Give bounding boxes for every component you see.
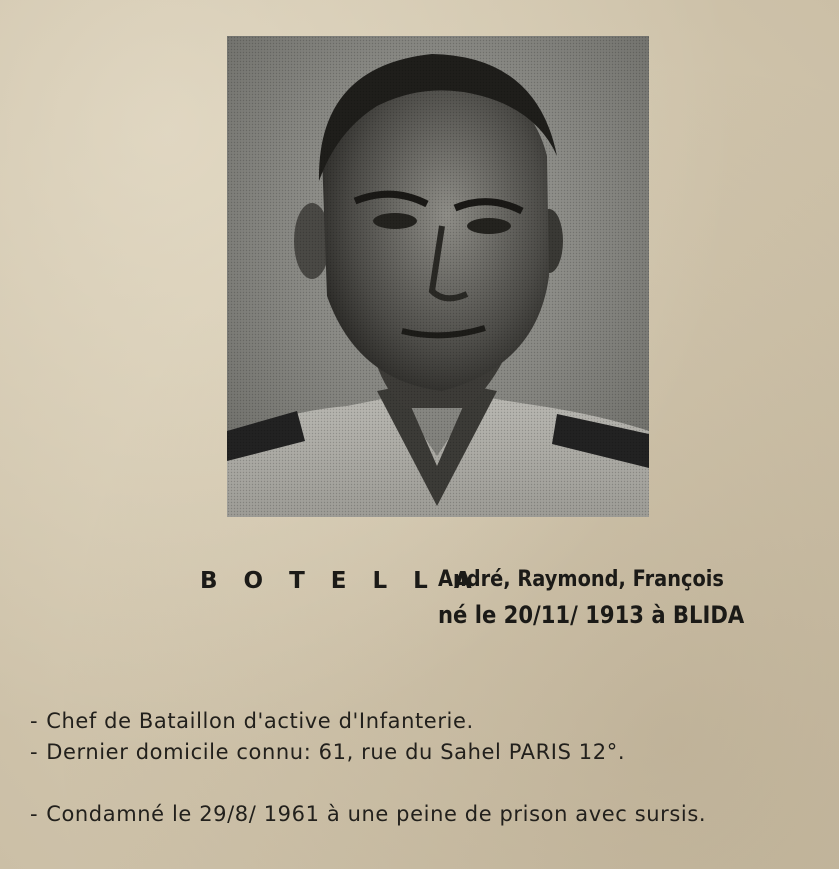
detail-text: Dernier domicile connu: 61, rue du Sahel PARIS 12°. (46, 740, 626, 764)
birth-info: né le 20/11/ 1913 à BLIDA (438, 601, 745, 629)
bullet: - (30, 802, 39, 826)
detail-text: Chef de Bataillon d'active d'Infanterie. (46, 709, 474, 733)
surname: B O T E L L A (200, 568, 481, 594)
detail-rank (30, 709, 474, 733)
detail-sentence (30, 802, 706, 826)
portrait-illustration (227, 36, 649, 517)
bullet: - (30, 740, 39, 764)
detail-text: Condamné le 29/8/ 1961 à une peine de prison avec sursis. (46, 802, 707, 826)
given-names: André, Raymond, François (438, 567, 724, 592)
detail-address (30, 740, 625, 764)
portrait-photo (227, 36, 649, 517)
bullet: - (30, 709, 39, 733)
